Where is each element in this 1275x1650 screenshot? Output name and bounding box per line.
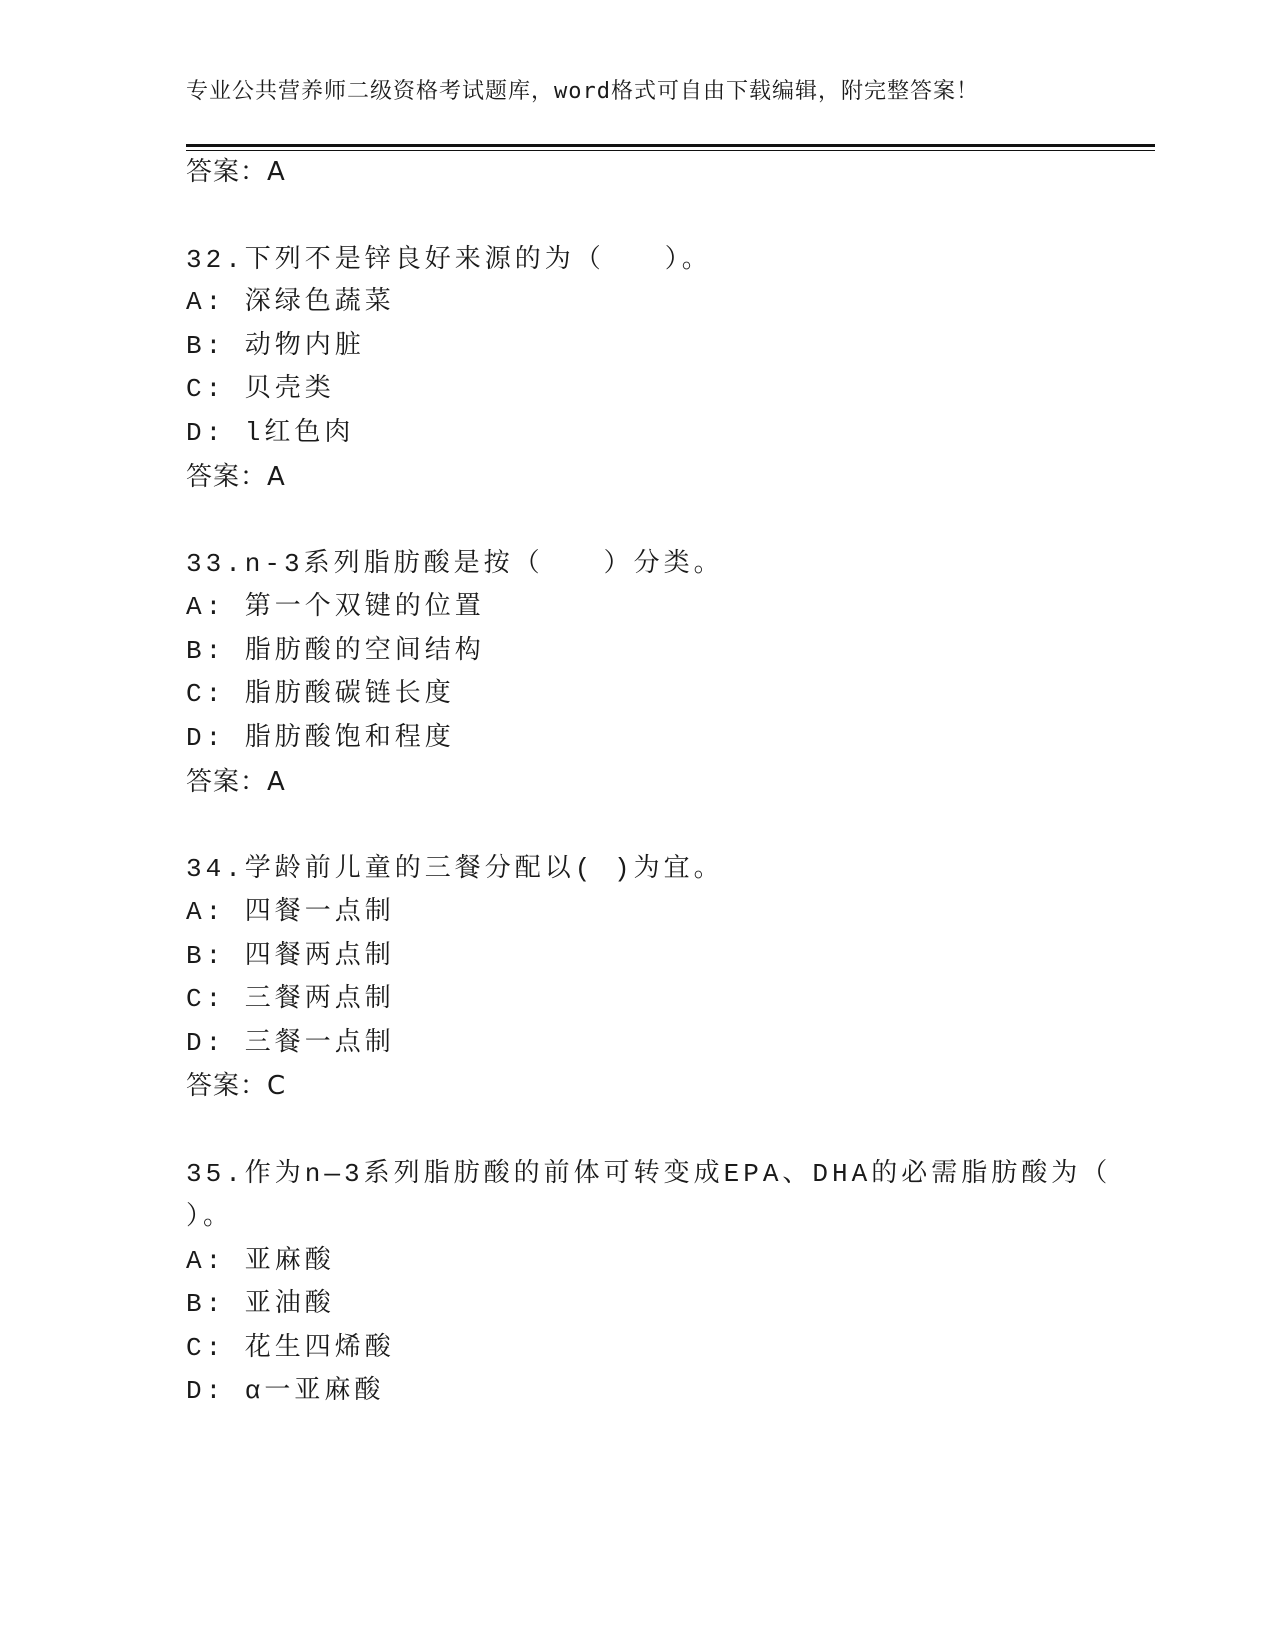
answer-line: 答案：C [186,1071,287,1101]
question-stem: 33.n-3系列脂肪酸是按（ ）分类。 [186,549,724,579]
option-d: D: l红色肉 [186,418,355,448]
option-b: B: 四餐两点制 [186,941,395,971]
option-c: C: 贝壳类 [186,374,335,404]
option-a: A: 第一个双键的位置 [186,592,485,622]
option-a: A: 亚麻酸 [186,1246,335,1276]
option-c: C: 脂肪酸碳链长度 [186,679,455,709]
option-a: A: 四餐一点制 [186,897,395,927]
header-rule-thin [186,150,1155,151]
header-rule-thick [186,144,1155,147]
option-b: B: 亚油酸 [186,1289,335,1319]
question-stem: 32.下列不是锌良好来源的为（ ）。 [186,245,712,275]
answer-line: 答案：A [186,462,286,492]
page-header: 专业公共营养师二级资格考试题库，word格式可自由下载编辑，附完整答案！ [186,79,979,104]
option-d: D: α一亚麻酸 [186,1376,385,1406]
option-b: B: 脂肪酸的空间结构 [186,636,485,666]
question-stem-continuation: ）。 [186,1202,234,1232]
option-d: D: 脂肪酸饱和程度 [186,723,455,753]
option-c: C: 花生四烯酸 [186,1333,395,1363]
question-stem: 34.学龄前儿童的三餐分配以( )为宜。 [186,854,724,884]
answer-line: 答案：A [186,767,286,797]
option-c: C: 三餐两点制 [186,984,395,1014]
question-stem: 35.作为n—3系列脂肪酸的前体可转变成EPA、DHA的必需脂肪酸为（ [186,1159,1112,1189]
option-b: B: 动物内脏 [186,331,365,361]
option-a: A: 深绿色蔬菜 [186,287,395,317]
option-d: D: 三餐一点制 [186,1028,395,1058]
answer-line: 答案：A [186,157,286,187]
